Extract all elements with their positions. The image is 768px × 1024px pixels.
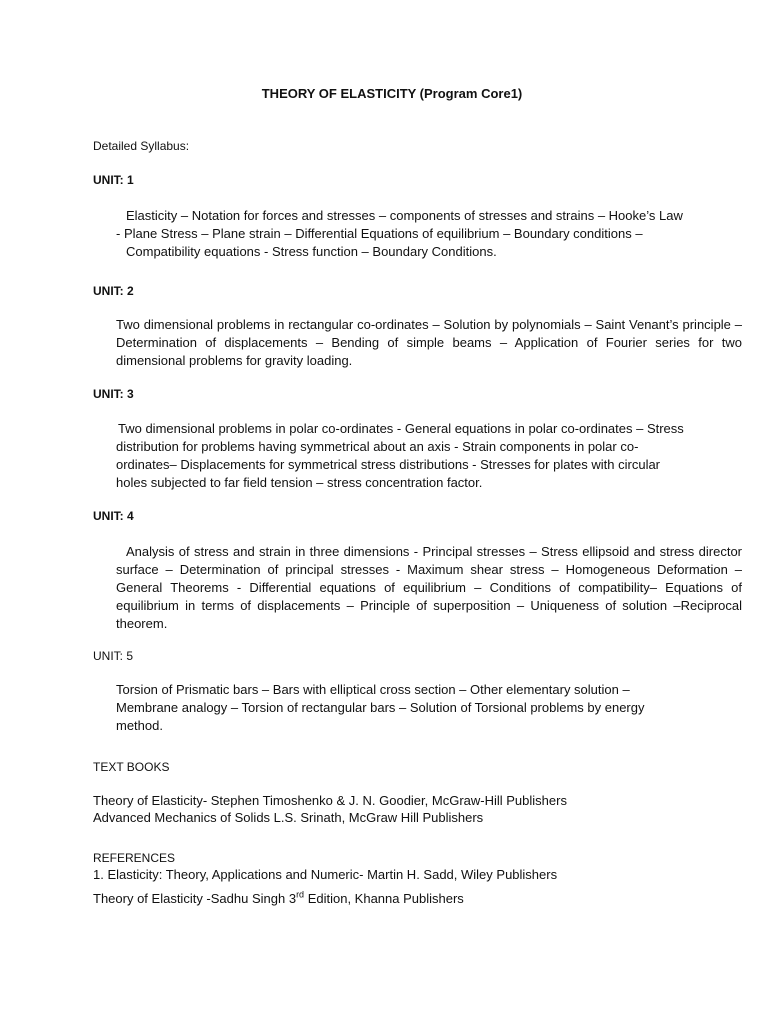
reference-item-2-text: Theory of Elasticity -Sadhu Singh 3 [93, 891, 297, 906]
unit-4-paragraph: Analysis of stress and strain in three dimensions - Principal stresses – Stress ellipsoid and stress director surface – Determination of principal stresses - Maximum shear stress – Homogeneous Deformation – General Theorems - Differential equations of equilibrium – Conditions of compatibility– Equations of equilibrium in terms of displacements – Principle of superposition – Uniqueness of solution –Reciprocal theorem. [116, 544, 742, 631]
reference-item-2-superscript: rd [296, 889, 305, 900]
page-title: THEORY OF ELASTICITY (Program Core1) [261, 86, 523, 101]
reference-item-1: 1. Elasticity: Theory, Applications and Numeric- Martin H. Sadd, Wiley Publishers [93, 867, 558, 882]
unit-1-line-1: Elasticity – Notation for forces and stresses – components of stresses and strains – Hooke’s Law [126, 208, 683, 223]
textbook-item-1: Theory of Elasticity- Stephen Timoshenko & J. N. Goodier, McGraw-Hill Publishers [93, 793, 567, 808]
unit-4-heading: UNIT: 4 [93, 509, 134, 523]
unit-3-line-4: holes subjected to far field tension – stress concentration factor. [116, 475, 483, 490]
unit-5-line-3: method. [116, 718, 163, 733]
unit-1-heading: UNIT: 1 [93, 173, 134, 187]
detailed-syllabus-label: Detailed Syllabus: [93, 139, 190, 153]
unit-5-heading: UNIT: 5 [93, 649, 134, 663]
unit-1-line-2: - Plane Stress – Plane strain – Differential Equations of equilibrium – Boundary conditions – [116, 226, 643, 241]
unit-3-line-1: Two dimensional problems in polar co-ordinates - General equations in polar co-ordinates – Stress [118, 421, 684, 436]
unit-5-line-2: Membrane analogy – Torsion of rectangular bars – Solution of Torsional problems by energy [116, 700, 645, 715]
unit-5-line-1: Torsion of Prismatic bars – Bars with elliptical cross section – Other elementary solution – [116, 682, 630, 697]
unit-2-paragraph: Two dimensional problems in rectangular co-ordinates – Solution by polynomials – Saint Venant’s principle – Determination of displacements – Bending of simple beams – Application of Fourier series for two dimensional problems for gravity loading. [116, 317, 742, 368]
textbook-item-2: Advanced Mechanics of Solids L.S. Srinath, McGraw Hill Publishers [93, 810, 484, 825]
references-heading: REFERENCES [93, 851, 176, 865]
reference-item-2-text-end: Edition, Khanna Publishers [304, 891, 464, 906]
unit-2-heading: UNIT: 2 [93, 284, 134, 298]
unit-3-line-2: distribution for problems having symmetrical about an axis - Strain components in polar co- [116, 439, 639, 454]
textbooks-heading: TEXT BOOKS [93, 760, 170, 774]
unit-3-line-3: ordinates– Displacements for symmetrical stress distributions - Stresses for plates with circular [116, 457, 661, 472]
unit-3-heading: UNIT: 3 [93, 387, 134, 401]
reference-item-2 [93, 891, 464, 906]
unit-1-line-3: Compatibility equations - Stress function – Boundary Conditions. [126, 244, 497, 259]
